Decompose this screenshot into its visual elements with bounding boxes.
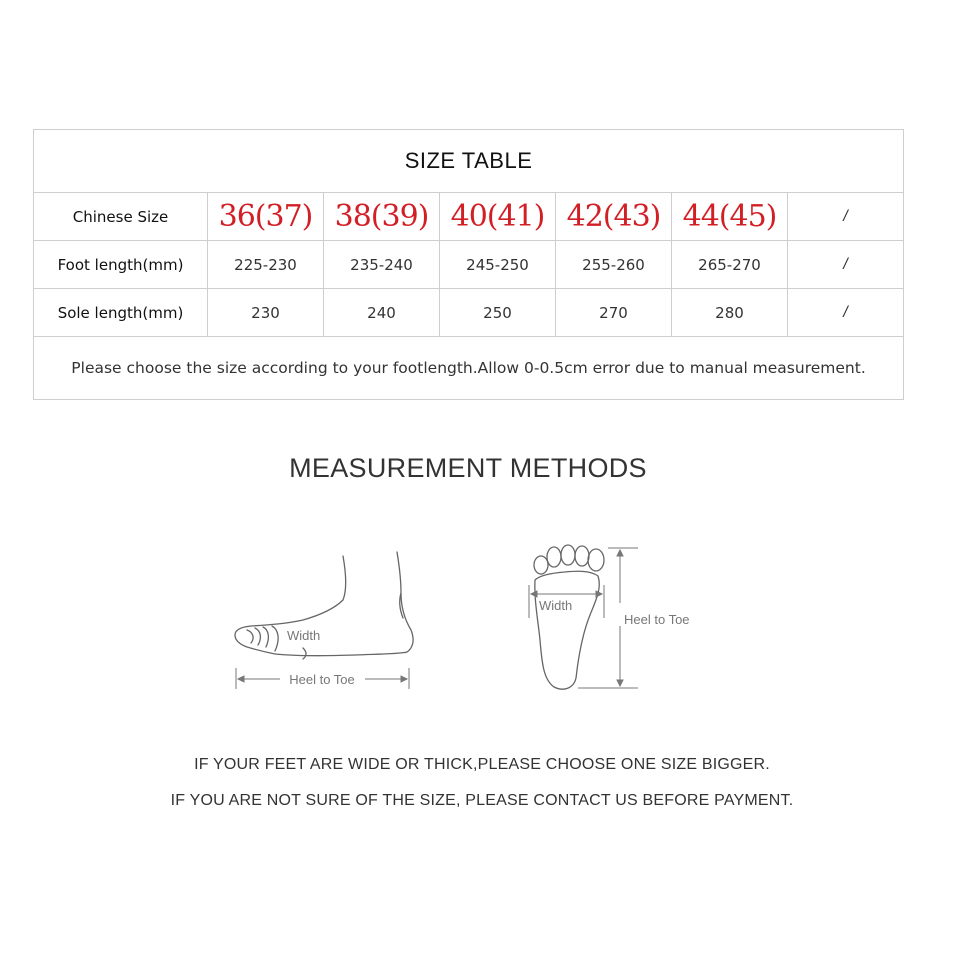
foot-side-outline	[235, 552, 413, 659]
size-cell: 38(39)	[324, 193, 440, 241]
row-label: Chinese Size	[34, 193, 208, 241]
foot-length-row	[34, 241, 904, 289]
side-width-label: Width	[287, 628, 321, 643]
chinese-size-row	[34, 193, 904, 241]
sole-width-label: Width	[539, 598, 573, 613]
sole-length-row	[34, 289, 904, 337]
row-label: Foot length(mm)	[34, 241, 208, 289]
size-cell: 42(43)	[556, 193, 672, 241]
size-cell: 44(45)	[672, 193, 788, 241]
sole-length-cell: 270	[556, 289, 672, 337]
size-note: Please choose the size according to your footlength.Allow 0-0.5cm error due to manual measurement.	[34, 337, 904, 400]
foot-side-view-illustration	[225, 548, 420, 693]
foot-length-cell: 225-230	[208, 241, 324, 289]
measurement-title: MEASUREMENT METHODS	[289, 453, 647, 483]
foot-length-cell: /	[788, 241, 904, 289]
size-table-container	[33, 129, 903, 400]
wide-feet-note: IF YOUR FEET ARE WIDE OR THICK,PLEASE CHOOSE ONE SIZE BIGGER.	[194, 756, 770, 773]
size-table	[33, 129, 904, 400]
size-cell: /	[788, 193, 904, 241]
foot-length-cell: 265-270	[672, 241, 788, 289]
foot-length-cell: 245-250	[440, 241, 556, 289]
sole-length-label: Heel to Toe	[624, 612, 690, 627]
size-table-title: SIZE TABLE	[34, 130, 904, 193]
sole-length-cell: /	[788, 289, 904, 337]
foot-sole-view-illustration	[520, 540, 710, 695]
sole-length-cell: 280	[672, 289, 788, 337]
row-label: Sole length(mm)	[34, 289, 208, 337]
foot-length-cell: 235-240	[324, 241, 440, 289]
foot-sole-outline	[534, 545, 604, 689]
foot-length-cell: 255-260	[556, 241, 672, 289]
sole-length-cell: 250	[440, 289, 556, 337]
sole-length-cell: 240	[324, 289, 440, 337]
sole-length-cell: 230	[208, 289, 324, 337]
size-cell: 40(41)	[440, 193, 556, 241]
size-cell: 36(37)	[208, 193, 324, 241]
side-length-label: Heel to Toe	[289, 672, 355, 687]
contact-note: IF YOU ARE NOT SURE OF THE SIZE, PLEASE CONTACT US BEFORE PAYMENT.	[170, 792, 794, 809]
